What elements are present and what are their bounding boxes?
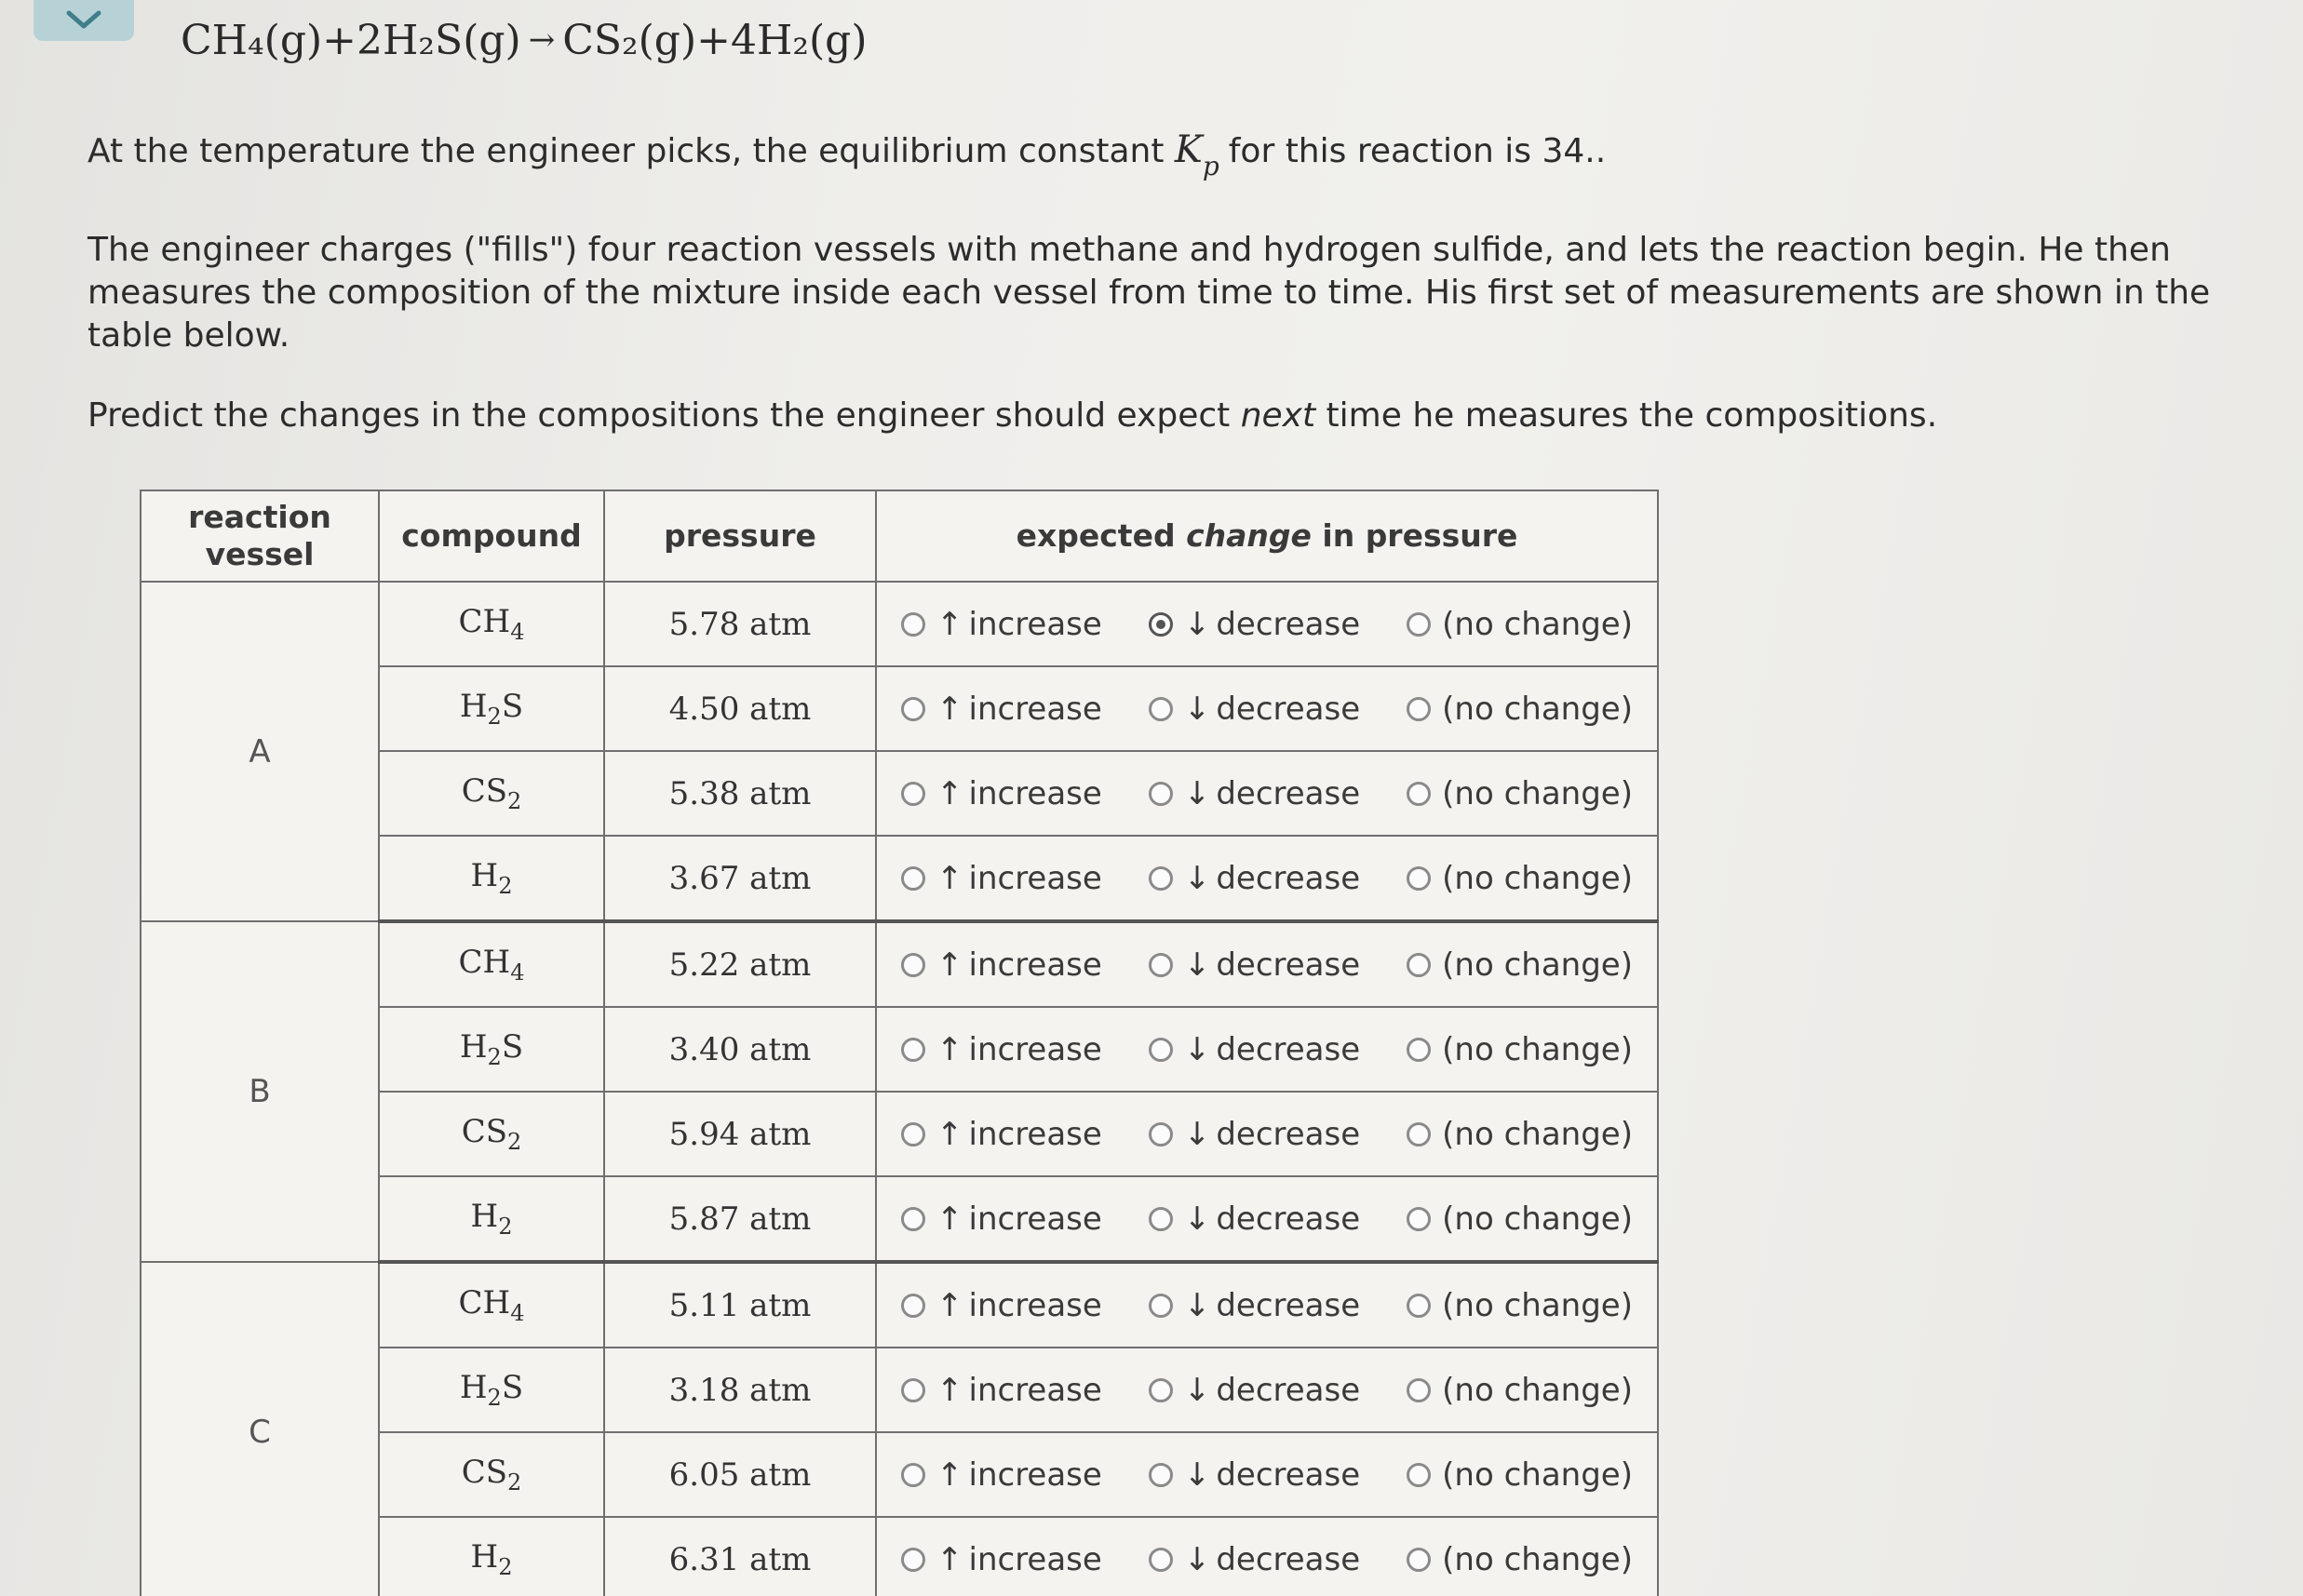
pressure-value: 3.40 atm xyxy=(604,1007,876,1092)
change-radio-group xyxy=(877,1541,1657,1578)
chevron-down-icon xyxy=(63,7,104,34)
radio-button[interactable] xyxy=(901,697,925,721)
radio-label: decrease xyxy=(1216,1371,1361,1409)
kp-text-after: for this reaction is 34.. xyxy=(1228,132,1607,170)
radio-label: increase xyxy=(968,946,1102,984)
radio-option-increase[interactable] xyxy=(901,691,1102,728)
radio-label: decrease xyxy=(1216,1286,1361,1324)
radio-option-no-change[interactable] xyxy=(1407,1287,1633,1324)
radio-button[interactable] xyxy=(901,866,925,891)
compound-cell xyxy=(379,582,604,666)
radio-label: increase xyxy=(968,605,1102,643)
expected-change-cell xyxy=(876,1348,1658,1432)
radio-option-decrease[interactable] xyxy=(1149,1031,1360,1068)
change-radio-group xyxy=(877,946,1657,984)
header-vessel-line1: reaction xyxy=(188,499,331,535)
change-radio-group xyxy=(877,691,1657,728)
radio-button[interactable] xyxy=(1407,1463,1431,1487)
compound-subscript: 2 xyxy=(487,1043,502,1070)
radio-label: (no change) xyxy=(1442,1200,1633,1238)
radio-option-increase[interactable] xyxy=(901,1541,1102,1578)
radio-button[interactable] xyxy=(1149,1038,1173,1062)
radio-option-increase[interactable] xyxy=(901,1372,1102,1409)
compound-formula: H xyxy=(459,1369,488,1407)
compound-formula: H xyxy=(470,1538,499,1576)
radio-label: (no change) xyxy=(1442,1115,1633,1153)
radio-option-increase[interactable] xyxy=(901,1031,1102,1068)
radio-button[interactable] xyxy=(1407,953,1431,977)
up-arrow-icon: ↑ xyxy=(936,1200,963,1238)
instruction-text-before: Predict the changes in the compositions the engineer should expect xyxy=(88,396,1241,435)
pressure-value: 5.11 atm xyxy=(604,1262,876,1348)
compound-formula-suffix: S xyxy=(501,1028,524,1066)
table-row xyxy=(141,582,1658,666)
radio-label: (no change) xyxy=(1442,605,1633,643)
radio-button[interactable] xyxy=(1407,1207,1431,1231)
radio-option-increase[interactable] xyxy=(901,1116,1102,1153)
radio-option-decrease[interactable] xyxy=(1149,1200,1360,1238)
compound-subscript: 2 xyxy=(498,1213,513,1240)
radio-option-increase[interactable] xyxy=(901,946,1102,984)
down-arrow-icon: ↓ xyxy=(1183,1540,1211,1578)
radio-option-no-change[interactable] xyxy=(1407,1031,1633,1068)
radio-label: (no change) xyxy=(1442,1286,1633,1324)
up-arrow-icon: ↑ xyxy=(936,1030,963,1068)
radio-label: increase xyxy=(968,1371,1102,1409)
radio-button[interactable] xyxy=(1149,1294,1173,1318)
expected-change-cell xyxy=(876,1092,1658,1176)
equation-reactants: CH₄(g)+2H₂S(g) xyxy=(181,17,521,64)
header-change-before: expected xyxy=(1016,517,1187,554)
radio-label: increase xyxy=(968,1286,1102,1324)
radio-label: decrease xyxy=(1216,1030,1361,1068)
radio-button[interactable] xyxy=(1407,782,1431,806)
radio-option-decrease[interactable] xyxy=(1149,1456,1360,1494)
header-reaction-vessel xyxy=(141,490,379,582)
radio-label: decrease xyxy=(1216,1115,1361,1153)
radio-button[interactable] xyxy=(1149,953,1173,977)
radio-label: decrease xyxy=(1216,946,1361,984)
radio-button[interactable] xyxy=(1407,1038,1431,1062)
radio-label: increase xyxy=(968,1455,1102,1494)
up-arrow-icon: ↑ xyxy=(936,859,963,897)
up-arrow-icon: ↑ xyxy=(936,1540,963,1578)
compound-cell xyxy=(379,1092,604,1176)
expected-change-cell xyxy=(876,582,1658,666)
radio-label: increase xyxy=(968,690,1102,728)
radio-label: decrease xyxy=(1216,774,1361,812)
radio-label: increase xyxy=(968,774,1102,812)
down-arrow-icon: ↓ xyxy=(1183,859,1211,897)
radio-option-no-change[interactable] xyxy=(1407,860,1633,897)
up-arrow-icon: ↑ xyxy=(936,1286,963,1324)
radio-label: increase xyxy=(968,859,1102,897)
radio-option-increase[interactable] xyxy=(901,775,1102,812)
radio-label: (no change) xyxy=(1442,1540,1633,1578)
kp-symbol: K xyxy=(1174,128,1203,171)
compound-cell xyxy=(379,666,604,751)
compound-cell xyxy=(379,836,604,921)
radio-label: increase xyxy=(968,1115,1102,1153)
radio-label: (no change) xyxy=(1442,859,1633,897)
compound-cell xyxy=(379,1176,604,1262)
up-arrow-icon: ↑ xyxy=(936,605,963,643)
compound-cell xyxy=(379,751,604,836)
radio-option-decrease[interactable] xyxy=(1149,1287,1360,1324)
setup-paragraph: The engineer charges ("fills") four reaction vessels with methane and hydrogen sulfide, and lets the reaction begin. He then measures the composition of the mixture inside each vessel from time to time. His first set of measurements are shown in the table below. xyxy=(88,231,2211,355)
radio-option-no-change[interactable] xyxy=(1407,1541,1633,1578)
radio-button[interactable] xyxy=(1407,1548,1431,1572)
radio-option-increase[interactable] xyxy=(901,860,1102,897)
compound-subscript: 4 xyxy=(510,959,525,986)
radio-option-decrease[interactable] xyxy=(1149,691,1360,728)
radio-button[interactable] xyxy=(1407,697,1431,721)
change-radio-group xyxy=(877,1372,1657,1409)
radio-button[interactable] xyxy=(1149,782,1173,806)
compound-cell xyxy=(379,1262,604,1348)
header-expected-change xyxy=(876,490,1658,582)
down-arrow-icon: ↓ xyxy=(1183,1455,1211,1494)
radio-option-no-change[interactable] xyxy=(1407,946,1633,984)
radio-option-no-change[interactable] xyxy=(1407,1200,1633,1238)
radio-button[interactable] xyxy=(1149,1378,1173,1402)
kp-text-before: At the temperature the engineer picks, the equilibrium constant xyxy=(88,132,1175,170)
radio-option-increase[interactable] xyxy=(901,1200,1102,1238)
instruction-paragraph xyxy=(88,395,2229,437)
radio-button[interactable] xyxy=(1149,612,1173,637)
radio-label: increase xyxy=(968,1540,1102,1578)
change-radio-group xyxy=(877,1200,1657,1238)
radio-option-increase[interactable] xyxy=(901,1287,1102,1324)
up-arrow-icon: ↑ xyxy=(936,1455,963,1494)
radio-button[interactable] xyxy=(901,1207,925,1231)
radio-option-no-change[interactable] xyxy=(1407,1456,1633,1494)
change-radio-group xyxy=(877,1287,1657,1324)
radio-button[interactable] xyxy=(901,1463,925,1487)
change-radio-group xyxy=(877,860,1657,897)
expected-change-cell xyxy=(876,1176,1658,1262)
radio-option-increase[interactable] xyxy=(901,606,1102,643)
expected-change-cell xyxy=(876,836,1658,921)
expected-change-cell xyxy=(876,666,1658,751)
radio-button[interactable] xyxy=(901,953,925,977)
change-radio-group xyxy=(877,775,1657,812)
compound-cell xyxy=(379,1007,604,1092)
vessel-label: A xyxy=(141,582,379,921)
radio-label: (no change) xyxy=(1442,1371,1633,1409)
pressure-value: 4.50 atm xyxy=(604,666,876,751)
table-header-row xyxy=(141,490,1658,582)
radio-button[interactable] xyxy=(1149,866,1173,891)
radio-button[interactable] xyxy=(901,1548,925,1572)
change-radio-group xyxy=(877,1456,1657,1494)
expected-change-cell xyxy=(876,751,1658,836)
collapse-toggle-button[interactable] xyxy=(34,0,134,41)
down-arrow-icon: ↓ xyxy=(1183,1371,1211,1409)
radio-button[interactable] xyxy=(901,1378,925,1402)
change-radio-group xyxy=(877,606,1657,643)
pressure-value: 3.67 atm xyxy=(604,836,876,921)
radio-option-no-change[interactable] xyxy=(1407,1372,1633,1409)
radio-option-increase[interactable] xyxy=(901,1456,1102,1494)
expected-change-cell xyxy=(876,921,1658,1007)
radio-option-decrease[interactable] xyxy=(1149,775,1360,812)
compound-formula: CH xyxy=(458,603,511,641)
compound-cell xyxy=(379,921,604,1007)
radio-option-decrease[interactable] xyxy=(1149,1116,1360,1153)
down-arrow-icon: ↓ xyxy=(1183,1286,1211,1324)
radio-label: (no change) xyxy=(1442,1030,1633,1068)
radio-option-no-change[interactable] xyxy=(1407,606,1633,643)
header-pressure: pressure xyxy=(604,490,876,582)
compound-formula: CS xyxy=(461,1113,508,1151)
radio-button[interactable] xyxy=(901,1038,925,1062)
radio-button[interactable] xyxy=(901,1294,925,1318)
radio-option-decrease[interactable] xyxy=(1149,946,1360,984)
down-arrow-icon: ↓ xyxy=(1183,690,1211,728)
change-radio-group xyxy=(877,1116,1657,1153)
down-arrow-icon: ↓ xyxy=(1183,1030,1211,1068)
table-body xyxy=(141,582,1658,1596)
reaction-equation xyxy=(181,17,868,64)
radio-label: (no change) xyxy=(1442,946,1633,984)
change-radio-group xyxy=(877,1031,1657,1068)
compound-formula: H xyxy=(459,688,488,726)
vessel-label: B xyxy=(141,921,379,1262)
radio-button[interactable] xyxy=(901,1122,925,1147)
compound-formula: CH xyxy=(458,1284,511,1322)
radio-button[interactable] xyxy=(1407,1294,1431,1318)
header-change-italic: change xyxy=(1186,517,1312,554)
radio-label: increase xyxy=(968,1200,1102,1238)
table-row xyxy=(141,1262,1658,1348)
header-vessel-line2: vessel xyxy=(205,536,315,572)
pressure-value: 3.18 atm xyxy=(604,1348,876,1432)
up-arrow-icon: ↑ xyxy=(936,690,963,728)
compound-subscript: 2 xyxy=(507,1128,522,1155)
compound-subscript: 2 xyxy=(487,703,502,730)
radio-option-decrease[interactable] xyxy=(1149,1372,1360,1409)
radio-button[interactable] xyxy=(901,612,925,637)
vessel-label: C xyxy=(141,1262,379,1596)
compound-formula: CS xyxy=(461,772,508,811)
radio-option-no-change[interactable] xyxy=(1407,691,1633,728)
instruction-text-after: time he measures the compositions. xyxy=(1315,396,1938,435)
radio-label: decrease xyxy=(1216,859,1361,897)
pressure-value: 6.31 atm xyxy=(604,1517,876,1596)
compound-formula-suffix: S xyxy=(501,688,524,726)
instruction-italic-word: next xyxy=(1240,396,1316,435)
reaction-arrow-icon: → xyxy=(528,21,556,59)
compound-subscript: 2 xyxy=(507,1469,522,1495)
expected-change-cell xyxy=(876,1262,1658,1348)
radio-label: decrease xyxy=(1216,1200,1361,1238)
radio-button[interactable] xyxy=(1407,1122,1431,1147)
compound-formula: H xyxy=(459,1028,488,1066)
radio-option-no-change[interactable] xyxy=(1407,1116,1633,1153)
radio-option-decrease[interactable] xyxy=(1149,860,1360,897)
radio-button[interactable] xyxy=(1407,612,1431,637)
kp-subscript: p xyxy=(1202,151,1219,181)
equation-products: CS₂(g)+4H₂(g) xyxy=(562,17,868,64)
down-arrow-icon: ↓ xyxy=(1183,1115,1211,1153)
radio-label: (no change) xyxy=(1442,1455,1633,1494)
radio-button[interactable] xyxy=(901,782,925,806)
radio-label: (no change) xyxy=(1442,774,1633,812)
pressure-value: 5.78 atm xyxy=(604,582,876,666)
compound-subscript: 4 xyxy=(510,618,525,645)
compound-formula: H xyxy=(470,857,499,895)
compound-subscript: 4 xyxy=(510,1299,525,1326)
compound-subscript: 2 xyxy=(487,1384,502,1411)
pressure-value: 5.94 atm xyxy=(604,1092,876,1176)
up-arrow-icon: ↑ xyxy=(936,1371,963,1409)
radio-button[interactable] xyxy=(1407,866,1431,891)
pressure-value: 5.22 atm xyxy=(604,921,876,1007)
radio-label: decrease xyxy=(1216,690,1361,728)
radio-option-decrease[interactable] xyxy=(1149,1541,1360,1578)
compound-cell xyxy=(379,1432,604,1517)
expected-change-cell xyxy=(876,1007,1658,1092)
compound-cell xyxy=(379,1517,604,1596)
composition-table xyxy=(140,490,1659,1596)
kp-statement xyxy=(88,128,2229,181)
compound-subscript: 2 xyxy=(507,787,522,814)
up-arrow-icon: ↑ xyxy=(936,1115,963,1153)
compound-cell xyxy=(379,1348,604,1432)
pressure-value: 6.05 atm xyxy=(604,1432,876,1517)
compound-formula: H xyxy=(470,1198,499,1236)
radio-button[interactable] xyxy=(1149,1463,1173,1487)
radio-label: decrease xyxy=(1216,1455,1361,1494)
table-row xyxy=(141,921,1658,1007)
up-arrow-icon: ↑ xyxy=(936,946,963,984)
expected-change-cell xyxy=(876,1517,1658,1596)
radio-option-no-change[interactable] xyxy=(1407,775,1633,812)
radio-button[interactable] xyxy=(1149,1207,1173,1231)
header-change-after: in pressure xyxy=(1311,517,1518,554)
compound-subscript: 2 xyxy=(498,872,513,899)
radio-button[interactable] xyxy=(1149,697,1173,721)
composition-table-container xyxy=(140,490,1657,1596)
compound-subscript: 2 xyxy=(498,1553,513,1580)
radio-label: (no change) xyxy=(1442,690,1633,728)
radio-button[interactable] xyxy=(1407,1378,1431,1402)
radio-label: decrease xyxy=(1216,1540,1361,1578)
pressure-value: 5.87 atm xyxy=(604,1176,876,1262)
compound-formula-suffix: S xyxy=(501,1369,524,1407)
compound-formula: CS xyxy=(461,1454,508,1492)
down-arrow-icon: ↓ xyxy=(1183,774,1211,812)
up-arrow-icon: ↑ xyxy=(936,774,963,812)
down-arrow-icon: ↓ xyxy=(1183,605,1211,643)
radio-label: increase xyxy=(968,1030,1102,1068)
radio-label: decrease xyxy=(1216,605,1361,643)
down-arrow-icon: ↓ xyxy=(1183,1200,1211,1238)
expected-change-cell xyxy=(876,1432,1658,1517)
compound-formula: CH xyxy=(458,944,511,982)
radio-button[interactable] xyxy=(1149,1122,1173,1147)
down-arrow-icon: ↓ xyxy=(1183,946,1211,984)
radio-option-decrease[interactable] xyxy=(1149,606,1360,643)
radio-button[interactable] xyxy=(1149,1548,1173,1572)
header-compound: compound xyxy=(379,490,604,582)
pressure-value: 5.38 atm xyxy=(604,751,876,836)
